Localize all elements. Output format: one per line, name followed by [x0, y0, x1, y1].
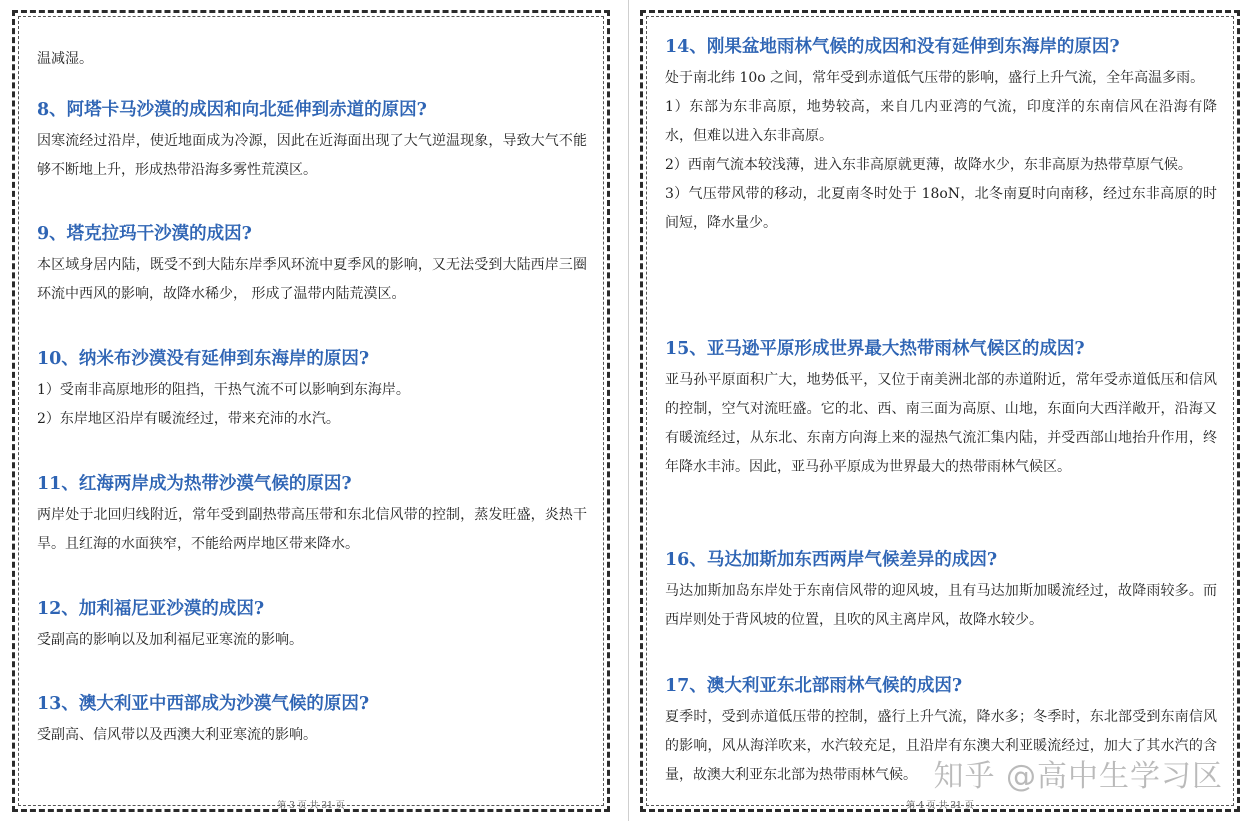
answer-paragraph: 马达加斯加岛东岸处于东南信风带的迎风坡，且有马达加斯加暖流经过，故降雨较多。而西岸则处于背风坡的位置，且吹的风主离岸风，故降水较少。: [665, 583, 1217, 628]
answer-paragraph: 两岸处于北回归线附近，常年受到副热带高压带和东北信风带的控制，蒸发旺盛，炎热干旱。且红海的水面狭窄，不能给两岸地区带来降水。: [37, 507, 587, 552]
question-title: 16、马达加斯加东西两岸气候差异的成因?: [665, 550, 998, 570]
answer-paragraph: 夏季时，受到赤道低压带的控制，盛行上升气流，降水多；冬季时，东北部受到东南信风的影响，风从海洋吹来，水汽较充足，且沿岸有东澳大利亚暖流经过，加大了其水汽的含量，故澳大利亚东北部为热带雨林气候。: [665, 709, 1217, 783]
question-section: [37, 220, 587, 309]
question-section: [37, 96, 587, 185]
page-footer: 第 3 页 共 31 页: [277, 801, 345, 811]
question-title: 13、澳大利亚中西部成为沙漠气候的原因?: [37, 694, 370, 714]
answer-paragraph: 2）东岸地区沿岸有暖流经过，带来充沛的水汽。: [37, 411, 340, 427]
question-section: [37, 470, 587, 559]
question-section: [37, 345, 587, 434]
question-title: 12、加利福尼亚沙漠的成因?: [37, 599, 265, 619]
question-section: [665, 33, 1217, 238]
page-footer: 第 4 页 共 31 页: [906, 801, 974, 811]
question-title: 9、塔克拉玛干沙漠的成因?: [37, 224, 252, 244]
page-divider: [628, 0, 629, 821]
answer-paragraph: 处于南北纬 10o 之间，常年受到赤道低气压带的影响，盛行上升气流，全年高温多雨。: [665, 70, 1205, 86]
question-section: [665, 335, 1217, 482]
zhihu-watermark: 知乎 @高中生学习区: [933, 759, 1223, 794]
page-content-left: [37, 13, 587, 809]
page-content-right: [665, 13, 1217, 809]
question-title: 11、红海两岸成为热带沙漠气候的原因?: [37, 474, 352, 494]
question-title: 14、刚果盆地雨林气候的成因和没有延伸到东海岸的原因?: [665, 37, 1120, 57]
question-title: 8、阿塔卡马沙漠的成因和向北延伸到赤道的原因?: [37, 100, 427, 120]
question-title: 10、纳米布沙漠没有延伸到东海岸的原因?: [37, 349, 370, 369]
continued-text-fragment: 温减湿。: [37, 51, 93, 67]
question-title: 17、澳大利亚东北部雨林气候的成因?: [665, 676, 963, 696]
question-section: [37, 690, 587, 750]
answer-paragraph: 2）西南气流本较浅薄，进入东非高原就更薄，故降水少，东非高原为热带草原气候。: [665, 157, 1192, 173]
answer-paragraph: 本区域身居内陆，既受不到大陆东岸季风环流中夏季风的影响，又无法受到大陆西岸三圈环流中西风的影响，故降水稀少， 形成了温带内陆荒漠区。: [37, 257, 587, 302]
question-section: [37, 595, 587, 655]
answer-paragraph: 因寒流经过沿岸，使近地面成为冷源，因此在近海面出现了大气逆温现象，导致大气不能够不断地上升，形成热带沿海多雾性荒漠区。: [37, 133, 587, 178]
answer-paragraph: 受副高、信风带以及西澳大利亚寒流的影响。: [37, 727, 317, 743]
question-title: 15、亚马逊平原形成世界最大热带雨林气候区的成因?: [665, 339, 1085, 359]
answer-paragraph: 受副高的影响以及加利福尼亚寒流的影响。: [37, 632, 303, 648]
document-page-left: [12, 10, 610, 812]
answer-paragraph: 1）受南非高原地形的阻挡，干热气流不可以影响到东海岸。: [37, 382, 410, 398]
answer-paragraph: 1）东部为东非高原，地势较高，来自几内亚湾的气流，印度洋的东南信风在沿海有降水，但难以进入东非高原。: [665, 99, 1217, 144]
document-page-right: [640, 10, 1240, 812]
answer-paragraph: 3）气压带风带的移动，北夏南冬时处于 18oN，北冬南夏时向南移，经过东非高原的时间短，降水量少。: [665, 186, 1217, 231]
question-section: [665, 546, 1217, 635]
answer-paragraph: 亚马孙平原面积广大，地势低平，又位于南美洲北部的赤道附近，常年受赤道低压和信风的控制，空气对流旺盛。它的北、西、南三面为高原、山地，东面向大西洋敞开，沿海又有暖流经过，从东北、东南方向海上来的湿热气流汇集内陆，并受西部山地抬升作用，终年降水丰沛。因此，亚马孙平原成为世界最大的热带雨林气候区。: [665, 372, 1217, 475]
